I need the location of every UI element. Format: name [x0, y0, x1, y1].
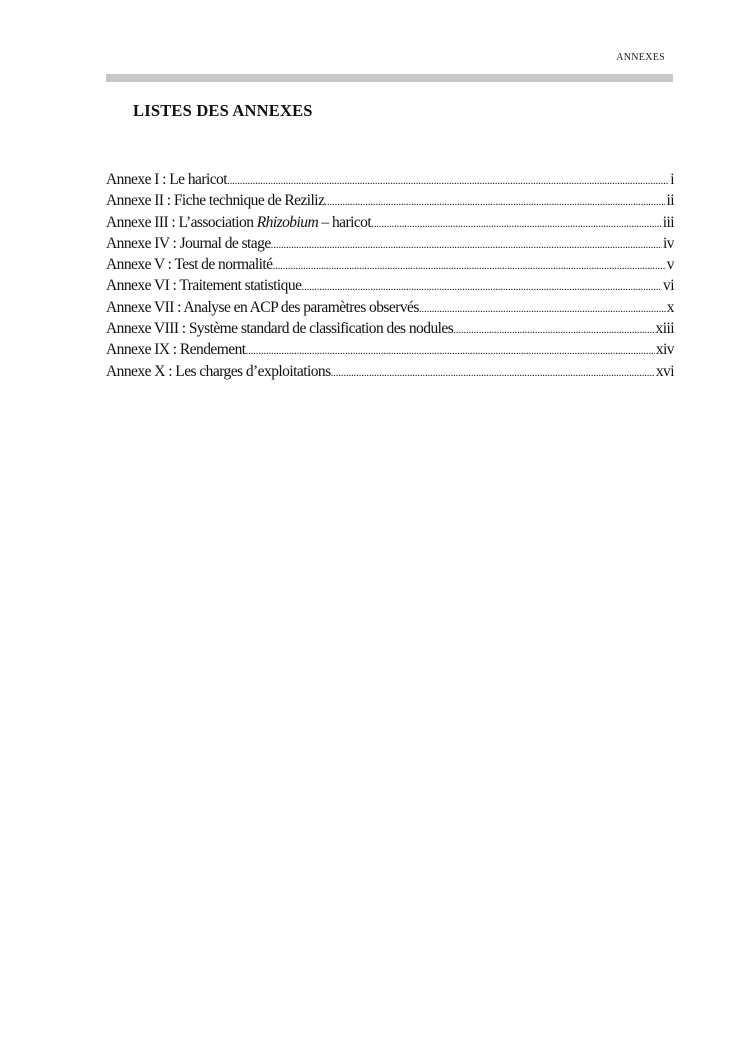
- toc-page-number: iv: [663, 234, 674, 252]
- toc-page-number: xvi: [655, 362, 674, 380]
- toc-entry-text: Annexe II : Fiche technique de Reziliz: [106, 192, 325, 210]
- running-header: ANNEXES: [616, 52, 665, 63]
- toc-entry-text: Annexe IX : Rendement: [106, 341, 246, 359]
- toc-dot-leader: [271, 235, 662, 254]
- toc-dot-leader: [419, 299, 666, 318]
- toc-entry-text: Annexe III : L’association Rhizobium – haricot: [106, 213, 372, 231]
- toc-entry[interactable]: [106, 297, 674, 318]
- toc-entry[interactable]: [106, 169, 674, 190]
- toc-dot-leader: [246, 341, 655, 360]
- toc-dot-leader: [227, 171, 669, 190]
- toc-page-number: i: [670, 171, 674, 188]
- toc-page-number: vi: [663, 277, 674, 295]
- page-title: LISTES DES ANNEXES: [133, 101, 313, 120]
- toc-entry-text: Annexe X : Les charges d’exploitations: [106, 362, 331, 380]
- toc-page-number: ii: [666, 192, 674, 210]
- toc-dot-leader: [324, 192, 665, 211]
- toc-entry-text: Annexe I : Le haricot: [106, 171, 228, 188]
- toc-entry[interactable]: [106, 190, 674, 211]
- toc-dot-leader: [272, 256, 665, 275]
- toc-dot-leader: [331, 363, 655, 382]
- toc-italic-term: Rhizobium: [256, 213, 319, 231]
- toc-entry[interactable]: [106, 318, 674, 339]
- toc-entry-text: Annexe VII : Analyse en ACP des paramètres observés: [106, 298, 419, 316]
- toc-entry[interactable]: [106, 212, 674, 233]
- toc-page-number: xiv: [655, 341, 674, 359]
- toc-page-number: iii: [662, 213, 674, 231]
- toc-entry[interactable]: [106, 275, 674, 296]
- toc-entry[interactable]: [106, 339, 674, 360]
- toc-entry-text: Annexe V : Test de normalité: [106, 256, 273, 274]
- toc-dot-leader: [453, 320, 654, 339]
- toc-entry-text: Annexe VIII : Système standard de classification des nodules: [106, 320, 454, 338]
- toc-dot-leader: [301, 277, 662, 296]
- toc-page-number: v: [666, 256, 674, 274]
- toc-entry-text: Annexe IV : Journal de stage: [106, 234, 271, 252]
- table-of-contents: [106, 169, 674, 382]
- toc-page-number: xiii: [655, 320, 674, 338]
- toc-dot-leader: [371, 214, 662, 233]
- toc-entry[interactable]: [106, 361, 674, 382]
- toc-entry-text: Annexe VI : Traitement statistique: [106, 277, 302, 295]
- toc-page-number: x: [666, 298, 674, 316]
- toc-entry[interactable]: [106, 254, 674, 275]
- toc-entry[interactable]: [106, 233, 674, 254]
- header-rule: [106, 74, 673, 82]
